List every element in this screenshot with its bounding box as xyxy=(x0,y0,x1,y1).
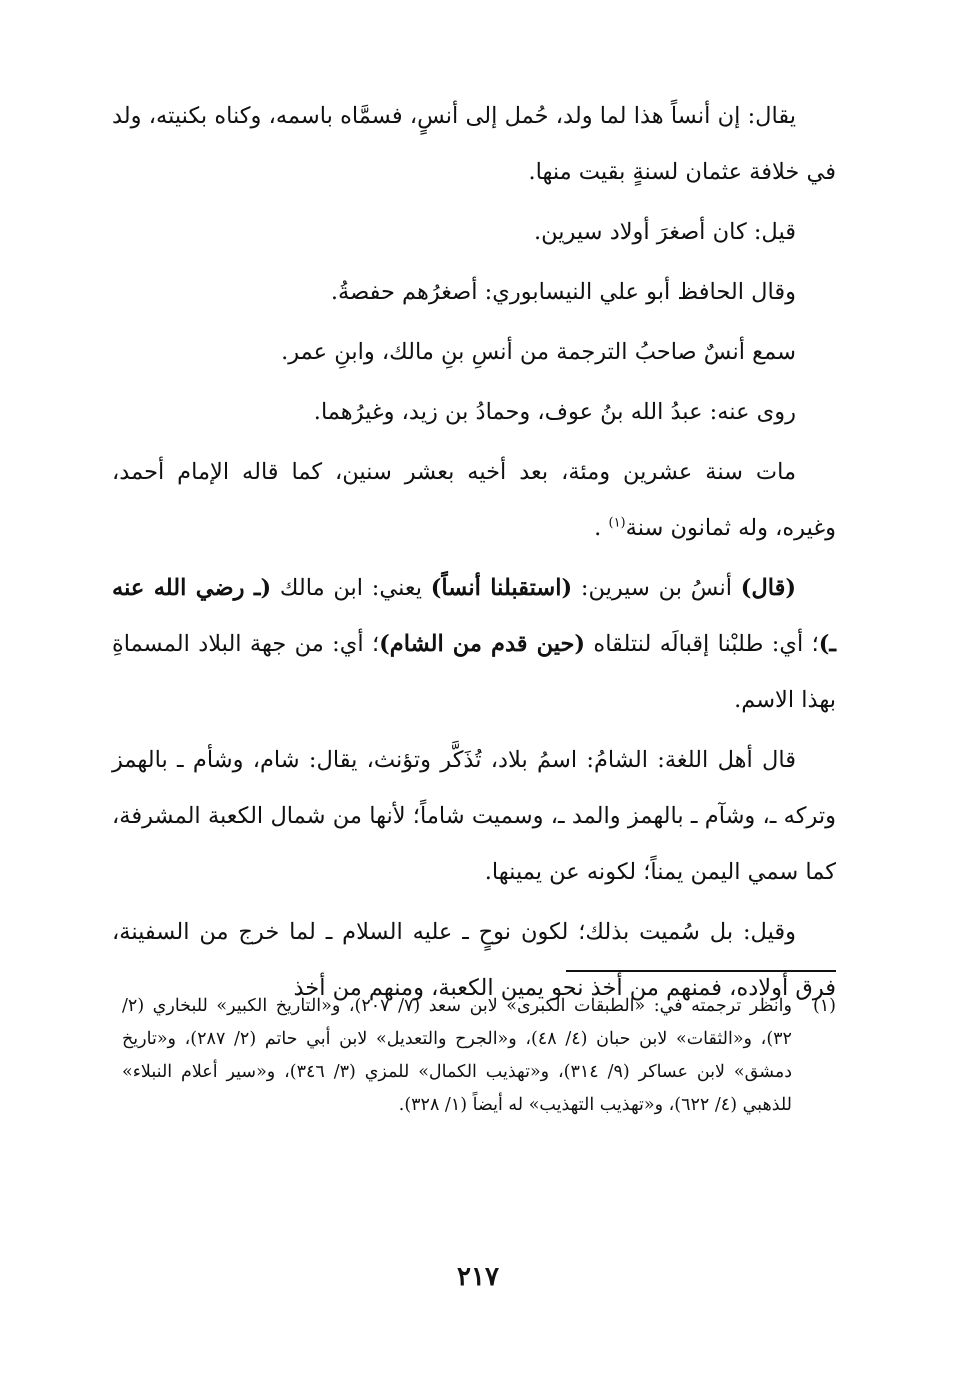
paragraph-2-text: قيل: كان أصغرَ أولاد سيرين. xyxy=(533,219,796,245)
paragraph-8 xyxy=(112,732,836,900)
paragraph-3 xyxy=(112,264,836,320)
sharh-4: ؛ أي: من جهة البلاد المسماةِ بهذا الاسم. xyxy=(112,631,836,713)
matn-istaqbalna: (استقبلنا أنساً) xyxy=(430,575,573,601)
paragraph-9-text: وقيل: بل سُميت بذلك؛ لكون نوحٍ ـ عليه السلام ـ لما خرج من السفينة، فرق أولاده، فمنهم من أخذ نحو يمين الكعبة، ومنهم من أخذ xyxy=(112,919,836,1001)
matn-hina-qadima: (حين قدم من الشام) xyxy=(379,631,586,657)
paragraph-5-text: روى عنه: عبدُ الله بنُ عوف، وحمادُ بن زيد، وغيرُهما. xyxy=(313,399,796,425)
footnote-reference[interactable]: (١) xyxy=(608,515,626,531)
page-number: ٢١٧ xyxy=(457,1262,499,1292)
paragraph-8-text: قال أهل اللغة: الشامُ: اسمُ بلاد، تُذَكَّر وتؤنث، يقال: شام، وشأم ـ بالهمز وتركه ـ، وشآم ـ بالهمز والمد ـ، وسميت شاماً؛ لأنها من شمال الكعبة المشرفة، كما سمي اليمن يمناً؛ لكونه عن يمينها. xyxy=(112,747,836,885)
paragraph-6-text: مات سنة عشرين ومئة، بعد أخيه بعشر سنين، كما قاله الإمام أحمد، وغيره، وله ثمانون سنة xyxy=(112,459,836,541)
footnote-number: (١) xyxy=(812,996,836,1016)
paragraph-2 xyxy=(112,204,836,260)
paragraph-7 xyxy=(112,560,836,728)
paragraph-4 xyxy=(112,324,836,380)
sharh-1: أنسُ بن سيرين: xyxy=(572,575,741,601)
footnote xyxy=(112,990,836,1122)
paragraph-6 xyxy=(112,444,836,556)
paragraph-3-text: وقال الحافظ أبو علي النيسابوري: أصغرُهم حفصةُ. xyxy=(330,279,796,305)
footnote-text: وانظر ترجمته في: «الطبقات الكبرى» لابن سعد (٧/ ٢٠٧)، و«التاريخ الكبير» للبخاري (٢/ ٣٢)، و«الثقات» لابن حبان (٤/ ٤٨)، و«الجرح والتعديل» لابن أبي حاتم (٢/ ٢٨٧)، و«تاريخ دمشق» لابن عساكر (٩/ ٣١٤)، و«تهذيب الكمال» للمزي (٣/ ٣٤٦)، و«سير أعلام النبلاء» للذهبي (٤/ ٦٢٢)، و«تهذيب التهذيب» له أيضاً (١/ ٣٢٨). xyxy=(122,996,792,1115)
footnote-separator xyxy=(566,970,836,972)
paragraph-6-end: . xyxy=(594,515,602,541)
sharh-3: ؛ أي: طلبْنا إقبالَه لنتلقاه xyxy=(585,631,819,657)
sharh-2: يعني: ابن مالك xyxy=(271,575,431,601)
paragraph-5 xyxy=(112,384,836,440)
page-body xyxy=(112,88,836,1020)
matn-radiya: (ـ رضي الله عنه ـ) xyxy=(112,575,836,657)
paragraph-1 xyxy=(112,88,836,200)
paragraph-1-text: يقال: إن أنساً هذا لما ولد، حُمل إلى أنسٍ، فسمَّاه باسمه، وكناه بكنيته، ولد في خلافة عثمان لسنةٍ بقيت منها. xyxy=(112,103,836,185)
paragraph-4-text: سمع أنسٌ صاحبُ الترجمة من أنسِ بنِ مالك، وابنِ عمر. xyxy=(281,339,796,365)
matn-qala: (قال) xyxy=(740,575,796,601)
